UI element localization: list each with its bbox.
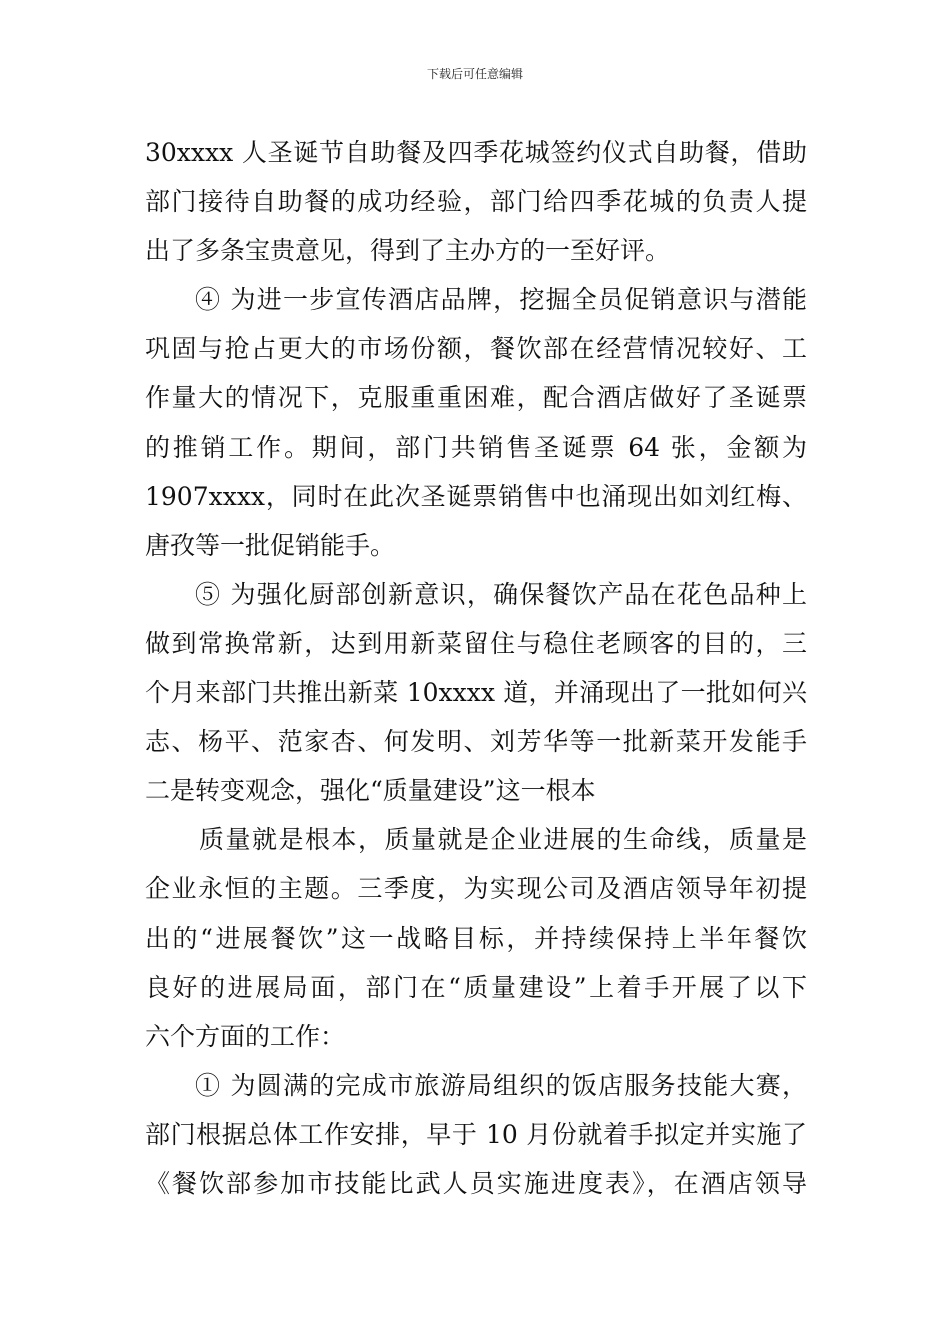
text-line: 志、杨平、范家杏、何发明、刘芳华等一批新菜开发能手 — [145, 727, 807, 757]
text-line: 六个方面的工作： — [145, 1021, 346, 1051]
text-line: 《餐饮部参加市技能比武人员实施进度表》，在酒店领导 — [145, 1168, 807, 1198]
page-header: 下载后可任意编辑 — [426, 67, 523, 81]
text-line: 出的“进展餐饮”这一战略目标，并持续保持上半年餐饮 — [145, 923, 807, 953]
text-line: 部门根据总体工作安排，早于 10 月份就着手拟定并实施了 — [145, 1119, 807, 1149]
text-line: 巩固与抢占更大的市场份额，餐饮部在经营情况较好、工 — [145, 334, 807, 364]
text-line: 作量大的情况下，克服重重困难，配合酒店做好了圣诞票 — [145, 383, 807, 413]
text-line: ⑤ 为强化厨部创新意识，确保餐饮产品在花色品种上 — [195, 579, 807, 609]
text-line: 出了多条宝贵意见，得到了主办方的一至好评。 — [145, 236, 671, 266]
text-line: ④ 为进一步宣传酒店品牌，挖掘全员促销意识与潜能 — [195, 285, 807, 315]
text-line: 质量就是根本，质量就是企业进展的生命线，质量是 — [199, 825, 807, 855]
text-line: 良好的进展局面，部门在“质量建设”上着手开展了以下 — [145, 972, 807, 1002]
text-line: 30xxxx 人圣诞节自助餐及四季花城签约仪式自助餐，借助 — [145, 138, 807, 167]
text-line: 的推销工作。期间，部门共销售圣诞票 64 张，金额为 — [145, 432, 807, 462]
text-line: 部门接待自助餐的成功经验，部门给四季花城的负责人提 — [145, 187, 807, 217]
text-line: 1907xxxx，同时在此次圣诞票销售中也涌现出如刘红梅、 — [145, 481, 807, 511]
text-line: ① 为圆满的完成市旅游局组织的饭店服务技能大赛， — [195, 1070, 807, 1100]
document-body — [145, 128, 807, 1208]
text-line: 唐孜等一批促销能手。 — [145, 530, 396, 560]
text-line: 二是转变观念，强化“质量建设”这一根本 — [145, 776, 596, 806]
text-line: 个月来部门共推出新菜 10xxxx 道，并涌现出了一批如何兴 — [145, 678, 807, 708]
text-line: 企业永恒的主题。三季度，为实现公司及酒店领导年初提 — [145, 874, 807, 904]
text-line: 做到常换常新，达到用新菜留住与稳住老顾客的目的，三 — [145, 628, 807, 658]
